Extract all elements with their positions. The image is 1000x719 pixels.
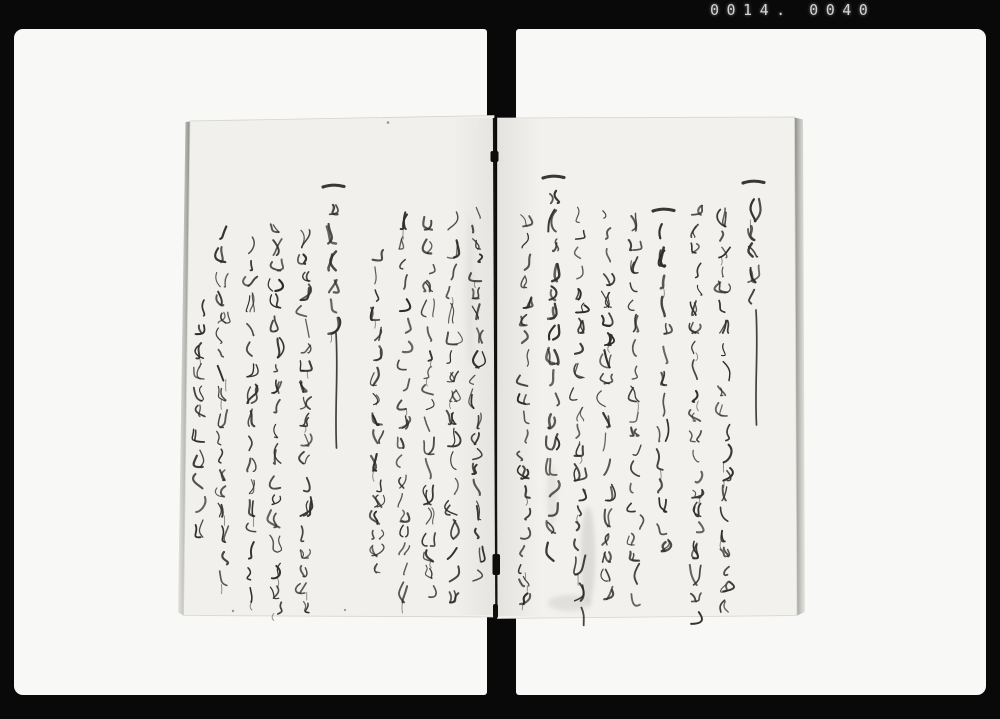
- handwriting-stroke: [756, 310, 757, 425]
- binding-knot: [491, 151, 499, 162]
- right-page-gutter-shadow: [498, 119, 540, 616]
- binding-knot: [493, 604, 498, 618]
- binding-knot: [493, 554, 501, 575]
- handwriting-stroke: [728, 321, 729, 333]
- right-page: [498, 117, 798, 619]
- handwriting-stroke: [336, 333, 337, 448]
- left-page-gutter-shadow: [452, 118, 495, 615]
- frame-counter: 0014. 0040: [710, 1, 876, 19]
- left-page: [184, 116, 497, 618]
- handwriting-stroke: [549, 414, 551, 427]
- handwriting-stroke: [472, 226, 473, 233]
